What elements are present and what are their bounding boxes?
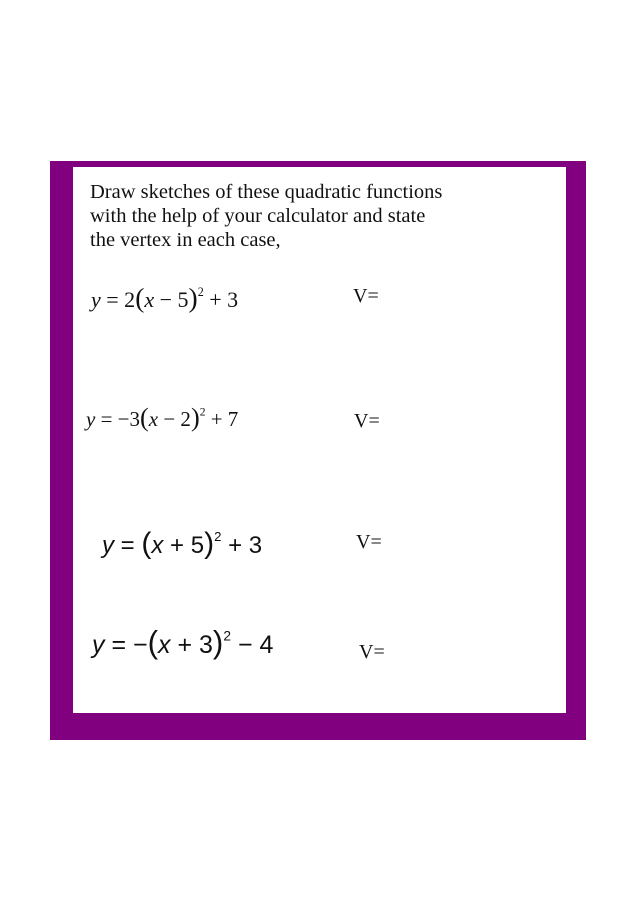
equation-4-close-paren: ) — [212, 625, 224, 660]
equation-1-inner: − 5 — [154, 287, 189, 312]
equation-1-constant: + 3 — [203, 287, 239, 312]
equation-3-inner: + 5 — [163, 532, 205, 559]
equation-2-variable: x — [148, 407, 159, 431]
instructions-line-3: the vertex in each case, — [90, 229, 281, 251]
equation-2-open-paren: ( — [140, 403, 149, 432]
equation-3-constant: + 3 — [221, 532, 263, 559]
instructions-text — [90, 180, 530, 252]
equation-1-close-paren: ) — [188, 282, 198, 313]
equation-4-inner: + 3 — [170, 631, 213, 659]
equation-3-equals: = — [114, 532, 142, 559]
equation-1-equals-coef: = 2 — [100, 287, 136, 312]
equation-1 — [91, 284, 238, 313]
equation-4-variable: x — [158, 631, 171, 659]
equation-2-close-paren: ) — [190, 403, 200, 432]
equation-2-inner: − 2 — [158, 407, 191, 431]
equation-2 — [86, 405, 238, 432]
equation-4 — [92, 627, 273, 660]
equation-3-open-paren: ( — [141, 527, 152, 560]
equation-4-equals-neg: = − — [104, 631, 148, 659]
equation-1-open-paren: ( — [135, 282, 145, 313]
vertex-label-4: V= — [359, 641, 385, 663]
equation-3-variable: x — [151, 532, 164, 559]
vertex-label-1: V= — [353, 285, 379, 307]
equation-3-close-paren: ) — [204, 527, 215, 560]
equation-4-exponent: 2 — [223, 628, 231, 644]
equation-2-constant: + 7 — [205, 407, 239, 431]
equation-4-lhs: y — [92, 631, 105, 659]
equation-4-open-paren: ( — [147, 625, 159, 660]
equation-3 — [102, 529, 262, 560]
vertex-label-3: V= — [356, 531, 382, 553]
equation-3-exponent: 2 — [214, 529, 222, 545]
equation-2-exponent: 2 — [199, 406, 206, 419]
equation-1-variable: x — [144, 287, 155, 312]
instructions-line-2: with the help of your calculator and state — [90, 205, 426, 227]
equation-2-equals-coef: = −3 — [95, 407, 141, 431]
equation-2-lhs: y — [86, 407, 96, 431]
equation-3-lhs: y — [102, 532, 114, 559]
slide-frame — [50, 161, 586, 740]
equation-1-exponent: 2 — [197, 285, 204, 300]
equation-4-constant: − 4 — [231, 631, 274, 659]
instructions-line-1: Draw sketches of these quadratic functions — [90, 181, 443, 203]
worksheet-panel — [73, 167, 566, 713]
vertex-label-2: V= — [354, 410, 380, 432]
equation-1-lhs: y — [91, 287, 101, 312]
